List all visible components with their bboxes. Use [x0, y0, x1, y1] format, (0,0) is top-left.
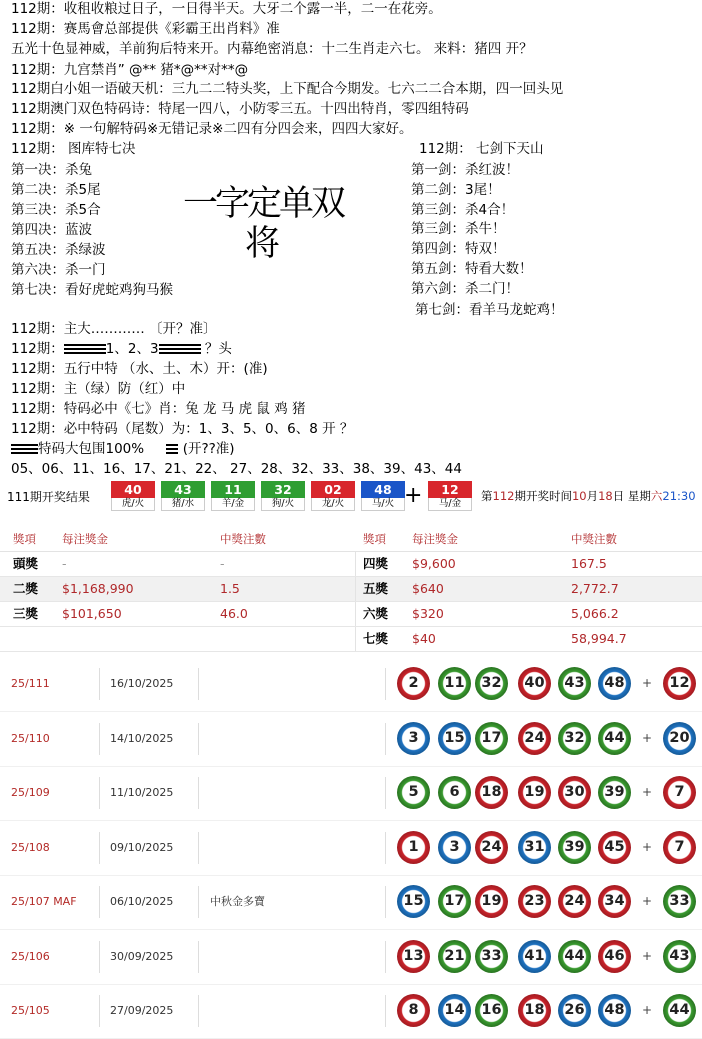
draw-info-text: 月	[586, 489, 599, 503]
right-item: 第二剑：3尾！	[411, 182, 501, 198]
lottery-ball: 32	[475, 667, 508, 700]
ball-zodiac: 虎/火	[111, 498, 155, 511]
left-item: 第二决：杀5尾	[11, 182, 101, 198]
ball-number: 02	[311, 481, 355, 498]
column-separator	[198, 723, 199, 755]
column-separator	[385, 886, 386, 918]
prize-rank: 七獎	[363, 631, 389, 646]
column-separator	[198, 941, 199, 973]
prize-amount: $9,600	[412, 556, 456, 571]
prediction-line: 112期：收租收粮过日子，一日得半天。大牙二个露一半，二一在花旁。	[11, 1, 442, 17]
plus-sign: +	[404, 483, 423, 508]
prize-amount: $101,650	[62, 606, 122, 621]
ball-number: 11	[211, 481, 255, 498]
lower-line: 112期：特码必中《七》肖：兔 龙 马 虎 鼠 鸡 猪	[11, 401, 306, 417]
column-separator	[99, 723, 100, 755]
result-ball	[111, 481, 155, 511]
lottery-ball: 44	[558, 940, 591, 973]
left-title: 112期： 图库特七决	[11, 141, 136, 157]
draw-day: 18	[598, 489, 613, 503]
prize-rank: 五獎	[363, 581, 389, 596]
lottery-ball: 30	[558, 776, 591, 809]
column-separator	[99, 995, 100, 1027]
lottery-ball: 3	[438, 831, 471, 864]
lower-line-tail: (开??准)	[178, 441, 235, 457]
lottery-ball: 44	[598, 722, 631, 755]
prediction-line: 112期澳门双色特码诗：特尾一四八，小防零三五。十四出特肖，零四组特码	[11, 101, 469, 117]
prediction-line: 112期白小姐一语破天机：三九二二特头奖，上下配合今期发。七六二二合本期，四一回头见	[11, 81, 564, 97]
lottery-ball: 40	[518, 667, 551, 700]
lower-line: 112期：主大………… 〔开？准〕	[11, 321, 217, 337]
column-separator	[385, 995, 386, 1027]
special-lottery-ball: 33	[663, 885, 696, 918]
history-row	[0, 766, 702, 821]
draw-weekday: 六	[650, 489, 663, 503]
special-lottery-ball: 7	[663, 831, 696, 864]
plus-sign: +	[642, 676, 653, 690]
lottery-ball: 43	[558, 667, 591, 700]
ball-number: 32	[261, 481, 305, 498]
big-slogan: 一字定单双	[183, 184, 344, 224]
draw-number: 25/108	[11, 840, 50, 854]
ball-zodiac: 狗/火	[261, 498, 305, 511]
draw-info-text: 期开奖时间	[514, 489, 572, 503]
column-separator	[385, 941, 386, 973]
lower-line: 05、06、11、16、17、21、22、 27、28、32、33、38、39、43、44	[11, 461, 462, 477]
result-ball	[261, 481, 305, 511]
header-amount: 每注獎金	[412, 532, 458, 546]
column-separator	[99, 941, 100, 973]
ball-zodiac: 马/金	[428, 498, 472, 511]
left-item: 第一决：杀兔	[11, 162, 92, 178]
right-item: 第一剑：杀红波！	[411, 162, 519, 178]
draw-note: 中秋金多寶	[210, 895, 265, 908]
header-amount: 每注獎金	[62, 532, 108, 546]
big-slogan-2: 将	[245, 224, 281, 264]
lottery-ball: 31	[518, 831, 551, 864]
draw-number: 25/107 MAF	[11, 895, 77, 908]
column-divider	[355, 627, 356, 651]
lottery-ball: 15	[438, 722, 471, 755]
result-ball	[161, 481, 205, 511]
plus-sign: +	[642, 785, 653, 799]
lottery-ball: 26	[558, 994, 591, 1027]
prize-row	[0, 577, 702, 602]
header-rank: 獎項	[363, 532, 386, 546]
lower-line: 112期：主（绿）防（红）中	[11, 381, 186, 397]
lower-line	[11, 340, 232, 358]
prize-amount: -	[62, 556, 67, 571]
draw-time: 21:30	[662, 489, 696, 503]
column-separator	[99, 777, 100, 809]
lottery-ball: 39	[598, 776, 631, 809]
lower-line-suffix: ？头	[200, 341, 232, 357]
plus-sign: +	[642, 730, 653, 745]
prediction-line: 112期：※ 一句解特码※无错记录※二四有分四会来，四四大家好。	[11, 121, 413, 137]
prize-rank: 頭獎	[13, 556, 39, 571]
history-row	[0, 930, 702, 985]
right-title: 112期： 七剑下天山	[419, 141, 544, 157]
ball-number: 43	[161, 481, 205, 498]
column-separator	[385, 668, 386, 700]
header-count: 中獎注數	[571, 532, 617, 546]
lottery-ball: 18	[475, 776, 508, 809]
draw-date: 16/10/2025	[110, 677, 174, 690]
draw-info-text: 日 星期	[612, 489, 651, 503]
draw-date: 27/09/2025	[110, 1004, 174, 1017]
lottery-ball: 16	[475, 994, 508, 1027]
prize-count: -	[220, 556, 225, 571]
ball-number: 40	[111, 481, 155, 498]
lottery-ball: 45	[598, 831, 631, 864]
draw-number: 25/105	[11, 1004, 50, 1017]
prize-count: 2,772.7	[571, 581, 619, 596]
lottery-ball: 13	[397, 940, 430, 973]
history-row	[0, 821, 702, 876]
ball-zodiac: 羊/金	[211, 498, 255, 511]
draw-date: 11/10/2025	[110, 786, 174, 799]
prize-amount: $40	[412, 631, 436, 646]
column-separator	[385, 723, 386, 755]
prize-amount: $1,168,990	[62, 581, 134, 596]
bar-glyph	[166, 442, 178, 456]
left-item: 第五决：杀绿波	[11, 242, 106, 258]
lottery-ball: 2	[397, 667, 430, 700]
prize-rank: 四獎	[363, 556, 389, 571]
lower-line-mid: 1、2、3	[105, 341, 159, 357]
special-lottery-ball: 20	[663, 722, 696, 755]
prize-count: 167.5	[571, 556, 607, 571]
next-draw-info	[481, 488, 696, 504]
prize-row-bg	[355, 627, 702, 651]
left-item: 第四决：蓝波	[11, 222, 92, 238]
result-ball	[361, 481, 405, 511]
result-label: 111期开奖结果	[7, 490, 90, 504]
ball-zodiac: 马/火	[361, 498, 405, 511]
result-ball	[311, 481, 355, 511]
draw-info-text: 第	[481, 489, 493, 503]
lottery-ball: 8	[397, 994, 430, 1027]
result-bar	[0, 479, 702, 513]
lottery-ball: 39	[558, 831, 591, 864]
column-separator	[198, 777, 199, 809]
header-count: 中獎注數	[220, 532, 266, 546]
lottery-ball: 41	[518, 940, 551, 973]
right-item: 第四剑：特双！	[411, 241, 506, 257]
column-separator	[385, 832, 386, 864]
column-separator	[99, 832, 100, 864]
right-item: 第五剑：特看大数！	[411, 261, 533, 277]
prediction-line: 112期：赛馬會总部提供《彩霸王出肖料》准	[11, 21, 280, 37]
lottery-ball: 18	[518, 994, 551, 1027]
lottery-ball: 48	[598, 667, 631, 700]
lottery-ball: 34	[598, 885, 631, 918]
history-row	[0, 875, 702, 930]
prediction-line: 五光十色显神威，羊前狗后特来开。内幕绝密消息：十二生肖走六七。 来料：猪四 开？	[11, 41, 533, 57]
lottery-ball: 17	[438, 885, 471, 918]
right-item: 第三剑：杀牛！	[411, 221, 506, 237]
prize-row	[0, 627, 702, 652]
prize-row	[0, 552, 702, 577]
lottery-ball: 15	[397, 885, 430, 918]
header-rank: 獎項	[13, 532, 36, 546]
history-row	[0, 657, 702, 712]
draw-date: 06/10/2025	[110, 895, 174, 908]
ball-number: 12	[428, 481, 472, 498]
lottery-ball: 24	[475, 831, 508, 864]
column-separator	[198, 668, 199, 700]
column-separator	[198, 995, 199, 1027]
bar-glyph	[11, 442, 38, 456]
lower-line: 112期：必中特码（尾数）为：1、3、5、0、6、8 开 ？	[11, 421, 354, 437]
draw-date: 14/10/2025	[110, 731, 174, 745]
right-item: 第七剑：看羊马龙蛇鸡！	[415, 302, 564, 318]
right-item: 第三剑：杀4合！	[411, 202, 515, 218]
result-ball	[211, 481, 255, 511]
special-lottery-ball: 43	[663, 940, 696, 973]
column-separator	[385, 777, 386, 809]
lower-line-text: 特码大包围100%	[38, 441, 145, 457]
draw-period: 112	[492, 489, 515, 503]
plus-sign: +	[642, 839, 653, 854]
column-separator	[99, 668, 100, 700]
prize-amount: $320	[412, 606, 444, 621]
history-row	[0, 712, 702, 767]
special-lottery-ball: 44	[663, 994, 696, 1027]
lottery-ball: 23	[518, 885, 551, 918]
prize-row	[0, 602, 702, 627]
ball-number: 48	[361, 481, 405, 498]
lottery-ball: 19	[475, 885, 508, 918]
lottery-ball: 5	[397, 776, 430, 809]
left-item: 第三决：杀5合	[11, 202, 101, 218]
prize-count: 5,066.2	[571, 606, 619, 621]
draw-date: 09/10/2025	[110, 840, 174, 854]
plus-sign: +	[642, 894, 653, 908]
prize-rank: 六獎	[363, 606, 389, 621]
plus-sign: +	[642, 1003, 653, 1017]
lottery-ball: 48	[598, 994, 631, 1027]
plus-sign: +	[642, 948, 653, 963]
column-divider	[355, 577, 356, 601]
special-ball	[428, 481, 472, 511]
bar-glyph	[64, 342, 106, 356]
column-divider	[355, 552, 356, 576]
prize-amount: $640	[412, 581, 444, 596]
history-row	[0, 984, 702, 1039]
column-divider	[355, 602, 356, 626]
special-lottery-ball: 7	[663, 776, 696, 809]
right-item: 第六剑：杀二门！	[411, 281, 519, 297]
prize-rank: 三獎	[13, 606, 39, 621]
lower-line	[11, 440, 235, 458]
prize-count: 1.5	[220, 581, 240, 596]
lower-line: 112期：五行中特 （水、土、木）开：(准)	[11, 361, 268, 377]
special-lottery-ball: 12	[663, 667, 696, 700]
ball-zodiac: 龙/火	[311, 498, 355, 511]
draw-number: 25/106	[11, 949, 50, 963]
lottery-ball: 1	[397, 831, 430, 864]
draw-number: 25/111	[11, 677, 50, 690]
lower-line-prefix: 112期：	[11, 341, 64, 357]
lottery-ball: 24	[518, 722, 551, 755]
draw-number: 25/109	[11, 786, 50, 799]
lottery-ball: 33	[475, 940, 508, 973]
lottery-ball: 21	[438, 940, 471, 973]
lottery-ball: 3	[397, 722, 430, 755]
prediction-line: 112期：九宫禁肖” @** 猪*@**对**@	[11, 62, 249, 78]
lottery-ball: 11	[438, 667, 471, 700]
lottery-ball: 19	[518, 776, 551, 809]
lottery-ball: 17	[475, 722, 508, 755]
prize-count: 58,994.7	[571, 631, 627, 646]
lottery-ball: 6	[438, 776, 471, 809]
column-separator	[99, 886, 100, 918]
bar-glyph	[159, 342, 201, 356]
left-item: 第七决：看好虎蛇鸡狗马猴	[11, 282, 173, 298]
draw-month: 10	[571, 489, 587, 503]
lottery-ball: 14	[438, 994, 471, 1027]
lottery-ball: 46	[598, 940, 631, 973]
prize-count: 46.0	[220, 606, 248, 621]
lottery-ball: 24	[558, 885, 591, 918]
column-separator	[198, 832, 199, 864]
draw-number: 25/110	[11, 731, 50, 745]
prize-header-row	[0, 527, 702, 552]
draw-date: 30/09/2025	[110, 949, 174, 963]
prize-rank: 二獎	[13, 581, 39, 596]
column-separator	[198, 886, 199, 918]
ball-zodiac: 猪/水	[161, 498, 205, 511]
lottery-ball: 32	[558, 722, 591, 755]
left-item: 第六决：杀一门	[11, 262, 106, 278]
